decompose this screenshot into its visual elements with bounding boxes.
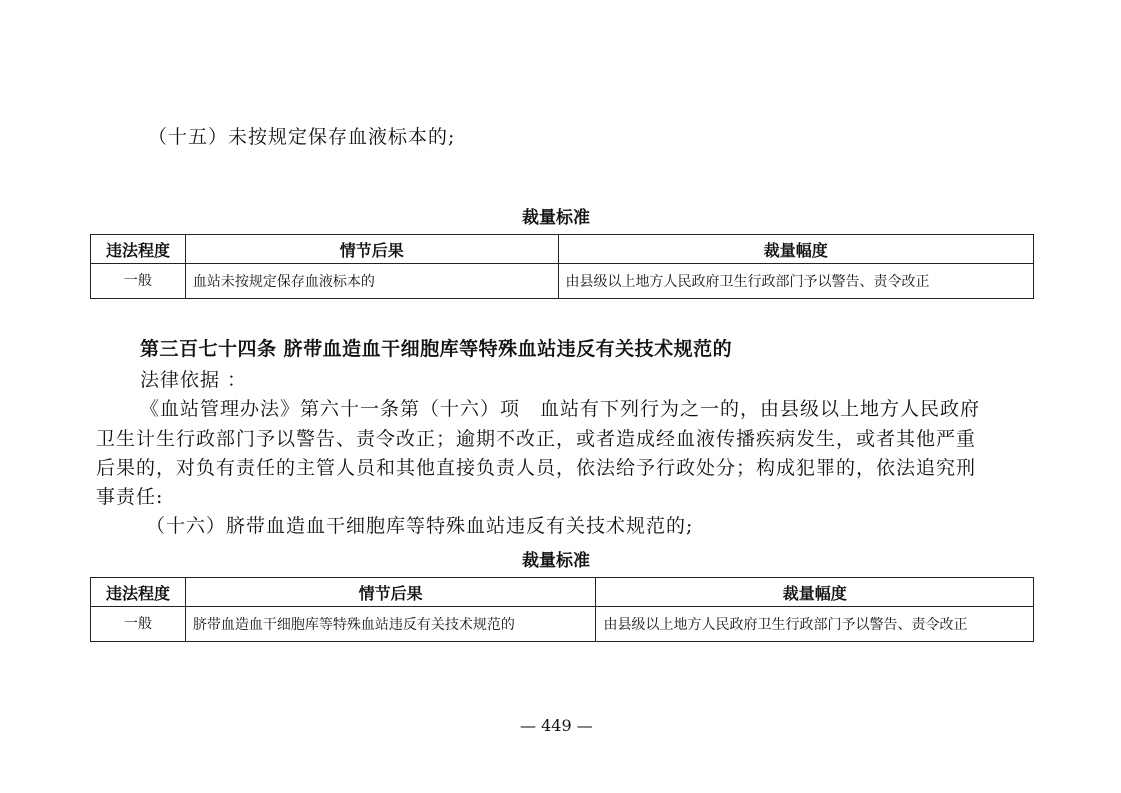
header-range: 裁量幅度	[596, 578, 1034, 607]
basis-line-3: 后果的，对负有责任的主管人员和其他直接负责人员，依法给予行政处分；构成犯罪的，依法追究刑	[96, 457, 977, 479]
cell-degree: 一般	[91, 607, 186, 642]
discretion-table-1	[90, 234, 1034, 299]
legal-basis-label: 法律依据 ：	[140, 369, 248, 391]
table-row	[91, 607, 1034, 642]
basis-line-1: 《血站管理办法》第六十一条第（十六）项 血站有下列行为之一的，由县级以上地方人民政府	[140, 398, 981, 420]
item-15-text: （十五）未按规定保存血液标本的;	[148, 126, 456, 148]
page-number: — 449 —	[520, 716, 593, 735]
header-degree: 违法程度	[91, 235, 186, 264]
table1-title: 裁量标准	[522, 208, 590, 228]
discretion-table-2	[90, 577, 1034, 642]
table-header-row	[91, 235, 1034, 264]
basis-line-4: 事责任:	[96, 486, 164, 508]
item-16-text: （十六）脐带血造血干细胞库等特殊血站违反有关技术规范的;	[146, 515, 694, 537]
table-row	[91, 264, 1034, 299]
article-title: 第三百七十四条 脐带血造血干细胞库等特殊血站违反有关技术规范的	[140, 338, 733, 360]
basis-line-2: 卫生计生行政部门予以警告、责令改正；逾期不改正，或者造成经血液传播疾病发生，或者其他严重	[96, 428, 977, 450]
cell-range: 由县级以上地方人民政府卫生行政部门予以警告、责令改正	[596, 607, 1034, 642]
cell-range: 由县级以上地方人民政府卫生行政部门予以警告、责令改正	[558, 264, 1034, 299]
cell-circumstance: 脐带血造血干细胞库等特殊血站违反有关技术规范的	[185, 607, 596, 642]
table2-title: 裁量标准	[522, 551, 590, 571]
header-circumstance: 情节后果	[185, 578, 596, 607]
table-header-row	[91, 578, 1034, 607]
cell-circumstance: 血站未按规定保存血液标本的	[185, 264, 558, 299]
header-range: 裁量幅度	[558, 235, 1034, 264]
header-degree: 违法程度	[91, 578, 186, 607]
cell-degree: 一般	[91, 264, 186, 299]
header-circumstance: 情节后果	[185, 235, 558, 264]
